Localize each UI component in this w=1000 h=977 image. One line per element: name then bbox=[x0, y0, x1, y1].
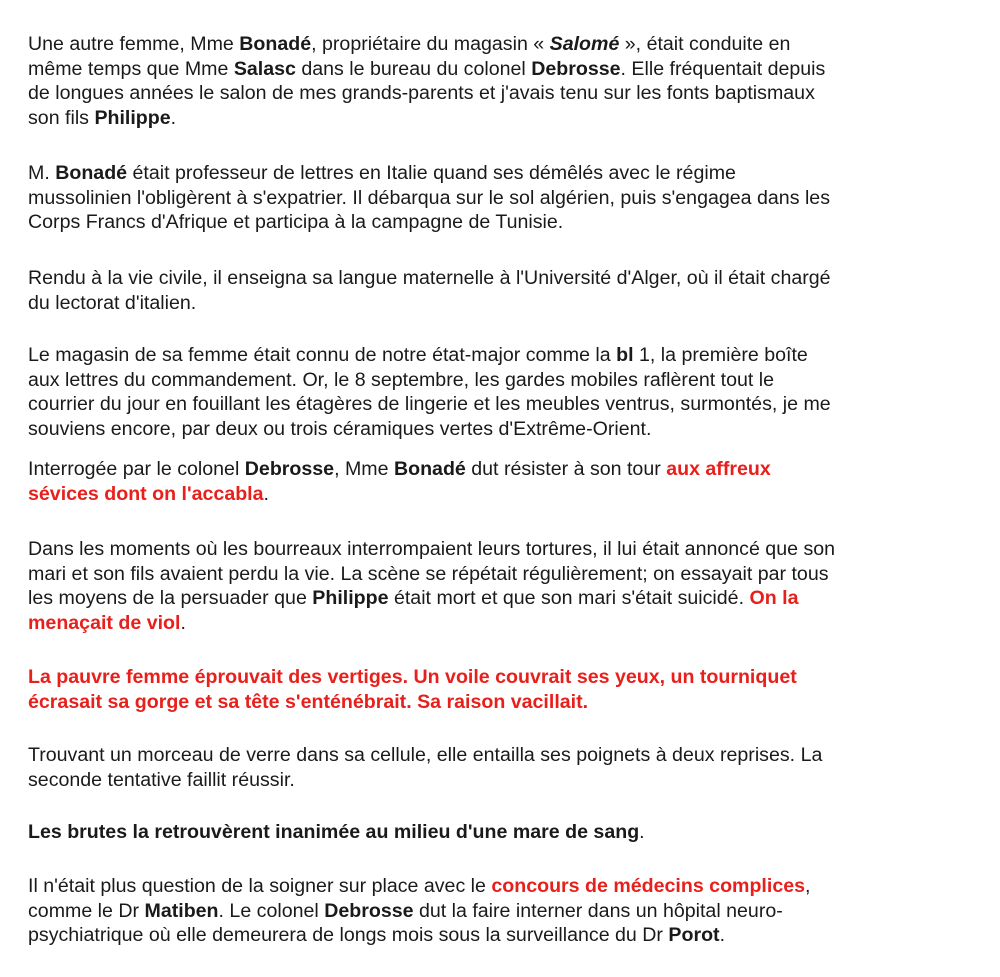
highlighted-text: écrasait sa gorge et sa tête s'enténébrait. Sa raison vacillait. bbox=[28, 690, 589, 713]
text-run: dut la faire interner dans un hôpital neuro- bbox=[413, 899, 783, 922]
text-line bbox=[28, 457, 978, 482]
text-line bbox=[28, 562, 978, 587]
emphasized-text: Salasc bbox=[233, 57, 296, 80]
text-line bbox=[28, 482, 978, 507]
text-run: Interrogée par le colonel bbox=[28, 458, 245, 480]
paragraph-10 bbox=[28, 874, 978, 948]
paragraph-5 bbox=[28, 457, 978, 506]
highlighted-text: La pauvre femme éprouvait des vertiges. Un voile couvrait ses yeux, un tourniquet bbox=[28, 666, 797, 688]
emphasized-text: Bonadé bbox=[393, 458, 466, 480]
text-run: . Elle fréquentait depuis bbox=[620, 57, 826, 80]
highlighted-text: concours de médecins complices bbox=[491, 875, 806, 897]
emphasized-text: Porot bbox=[668, 924, 720, 947]
text-run: . bbox=[263, 482, 269, 505]
text-run: était mort et que son mari s'était suicidé. bbox=[388, 587, 750, 610]
text-run: son fils bbox=[28, 106, 95, 129]
emphasized-text: Bonadé bbox=[55, 162, 128, 184]
text-run: Dans les moments où les bourreaux interrompaient leurs tortures, il lui était annoncé que son bbox=[28, 538, 836, 560]
emphasized-text: Debrosse bbox=[531, 57, 621, 80]
text-run: psychiatrique où elle demeurera de longs mois sous la surveillance du Dr bbox=[28, 924, 669, 947]
text-run: M. bbox=[28, 162, 56, 184]
text-line bbox=[28, 343, 978, 368]
text-run: courrier du jour en fouillant les étagères de lingerie et les meubles ventrus, surmontés, je me bbox=[28, 393, 831, 416]
paragraph-3 bbox=[28, 266, 978, 315]
text-run: Le magasin de sa femme était connu de notre état-major comme la bbox=[28, 344, 617, 366]
text-run: , propriétaire du magasin « bbox=[311, 33, 550, 55]
text-run: Il n'était plus question de la soigner sur place avec le bbox=[28, 875, 492, 897]
highlighted-text: On la bbox=[749, 587, 799, 610]
text-line bbox=[28, 106, 978, 131]
emphasized-text: Salomé bbox=[549, 33, 620, 55]
emphasized-text: Philippe bbox=[94, 106, 171, 129]
text-run: . Le colonel bbox=[218, 899, 325, 922]
highlighted-text: sévices dont on l'accabla bbox=[28, 482, 264, 505]
text-line bbox=[28, 291, 978, 316]
emphasized-text: Debrosse bbox=[244, 458, 335, 480]
emphasized-text: Les brutes la retrouvèrent inanimée au milieu d'une mare de sang bbox=[28, 821, 640, 843]
text-line bbox=[28, 210, 978, 235]
paragraph-2 bbox=[28, 161, 978, 235]
text-run: , Mme bbox=[334, 458, 394, 480]
emphasized-text: Philippe bbox=[312, 587, 389, 610]
text-run: Trouvant un morceau de verre dans sa cellule, elle entailla ses poignets à deux reprises. La bbox=[28, 744, 823, 766]
text-run: », était conduite en bbox=[619, 33, 791, 55]
emphasized-text: Debrosse bbox=[324, 899, 414, 922]
text-line bbox=[28, 266, 978, 291]
paragraph-6 bbox=[28, 537, 978, 635]
emphasized-text: Matiben bbox=[144, 899, 219, 922]
text-line bbox=[28, 923, 978, 948]
emphasized-text: Bonadé bbox=[239, 33, 312, 55]
text-line bbox=[28, 161, 978, 186]
text-line bbox=[28, 81, 978, 106]
text-run: mussolinien l'obligèrent à s'expatrier. Il débarqua sur le sol algérien, puis s'engagea dans les bbox=[28, 186, 830, 209]
text-run: du lectorat d'italien. bbox=[28, 291, 197, 314]
text-line bbox=[28, 611, 978, 636]
emphasized-text: bl bbox=[616, 344, 634, 366]
text-run: 1, la première boîte bbox=[633, 344, 808, 366]
text-run: . bbox=[719, 924, 726, 947]
text-line bbox=[28, 743, 978, 768]
text-run: seconde tentative faillit réussir. bbox=[28, 768, 295, 791]
text-line bbox=[28, 874, 978, 899]
paragraph-9 bbox=[28, 820, 978, 845]
text-run: comme le Dr bbox=[28, 899, 145, 922]
text-line bbox=[28, 665, 978, 690]
text-line bbox=[28, 368, 978, 393]
text-run: les moyens de la persuader que bbox=[28, 587, 313, 610]
paragraph-8 bbox=[28, 743, 978, 792]
text-line bbox=[28, 32, 978, 57]
text-run: . bbox=[180, 611, 186, 634]
text-run: . bbox=[639, 821, 645, 843]
text-run: Une autre femme, Mme bbox=[28, 33, 240, 55]
text-run: dans le bureau du colonel bbox=[295, 57, 532, 80]
highlighted-text: aux affreux bbox=[666, 458, 771, 480]
text-line bbox=[28, 899, 978, 924]
text-line bbox=[28, 768, 978, 793]
text-run: dut résister à son tour bbox=[465, 458, 667, 480]
text-run: Rendu à la vie civile, il enseigna sa langue maternelle à l'Université d'Alger, où il était chargé bbox=[28, 267, 831, 289]
text-line bbox=[28, 417, 978, 442]
text-run: . bbox=[170, 106, 177, 129]
highlighted-text: menaçait de viol bbox=[28, 611, 181, 634]
text-run: était professeur de lettres en Italie quand ses démêlés avec le régime bbox=[127, 162, 736, 184]
text-line bbox=[28, 392, 978, 417]
text-run: , bbox=[805, 875, 811, 897]
paragraph-1 bbox=[28, 32, 978, 130]
text-run: même temps que Mme bbox=[28, 57, 234, 80]
text-run: aux lettres du commandement. Or, le 8 septembre, les gardes mobiles raflèrent tout le bbox=[28, 368, 775, 391]
text-line bbox=[28, 690, 978, 715]
paragraph-7 bbox=[28, 665, 978, 714]
text-line bbox=[28, 586, 978, 611]
text-run: souviens encore, par deux ou trois céramiques vertes d'Extrême-Orient. bbox=[28, 417, 652, 440]
text-line bbox=[28, 537, 978, 562]
text-line bbox=[28, 57, 978, 82]
text-run: Corps Francs d'Afrique et participa à la campagne de Tunisie. bbox=[28, 211, 564, 234]
text-line bbox=[28, 186, 978, 211]
text-run: mari et son fils avaient perdu la vie. La scène se répétait régulièrement; on essayait par tous bbox=[28, 562, 829, 585]
text-run: de longues années le salon de mes grands-parents et j'avais tenu sur les fonts baptismaux bbox=[28, 82, 815, 105]
paragraph-4 bbox=[28, 343, 978, 441]
text-line bbox=[28, 820, 978, 845]
